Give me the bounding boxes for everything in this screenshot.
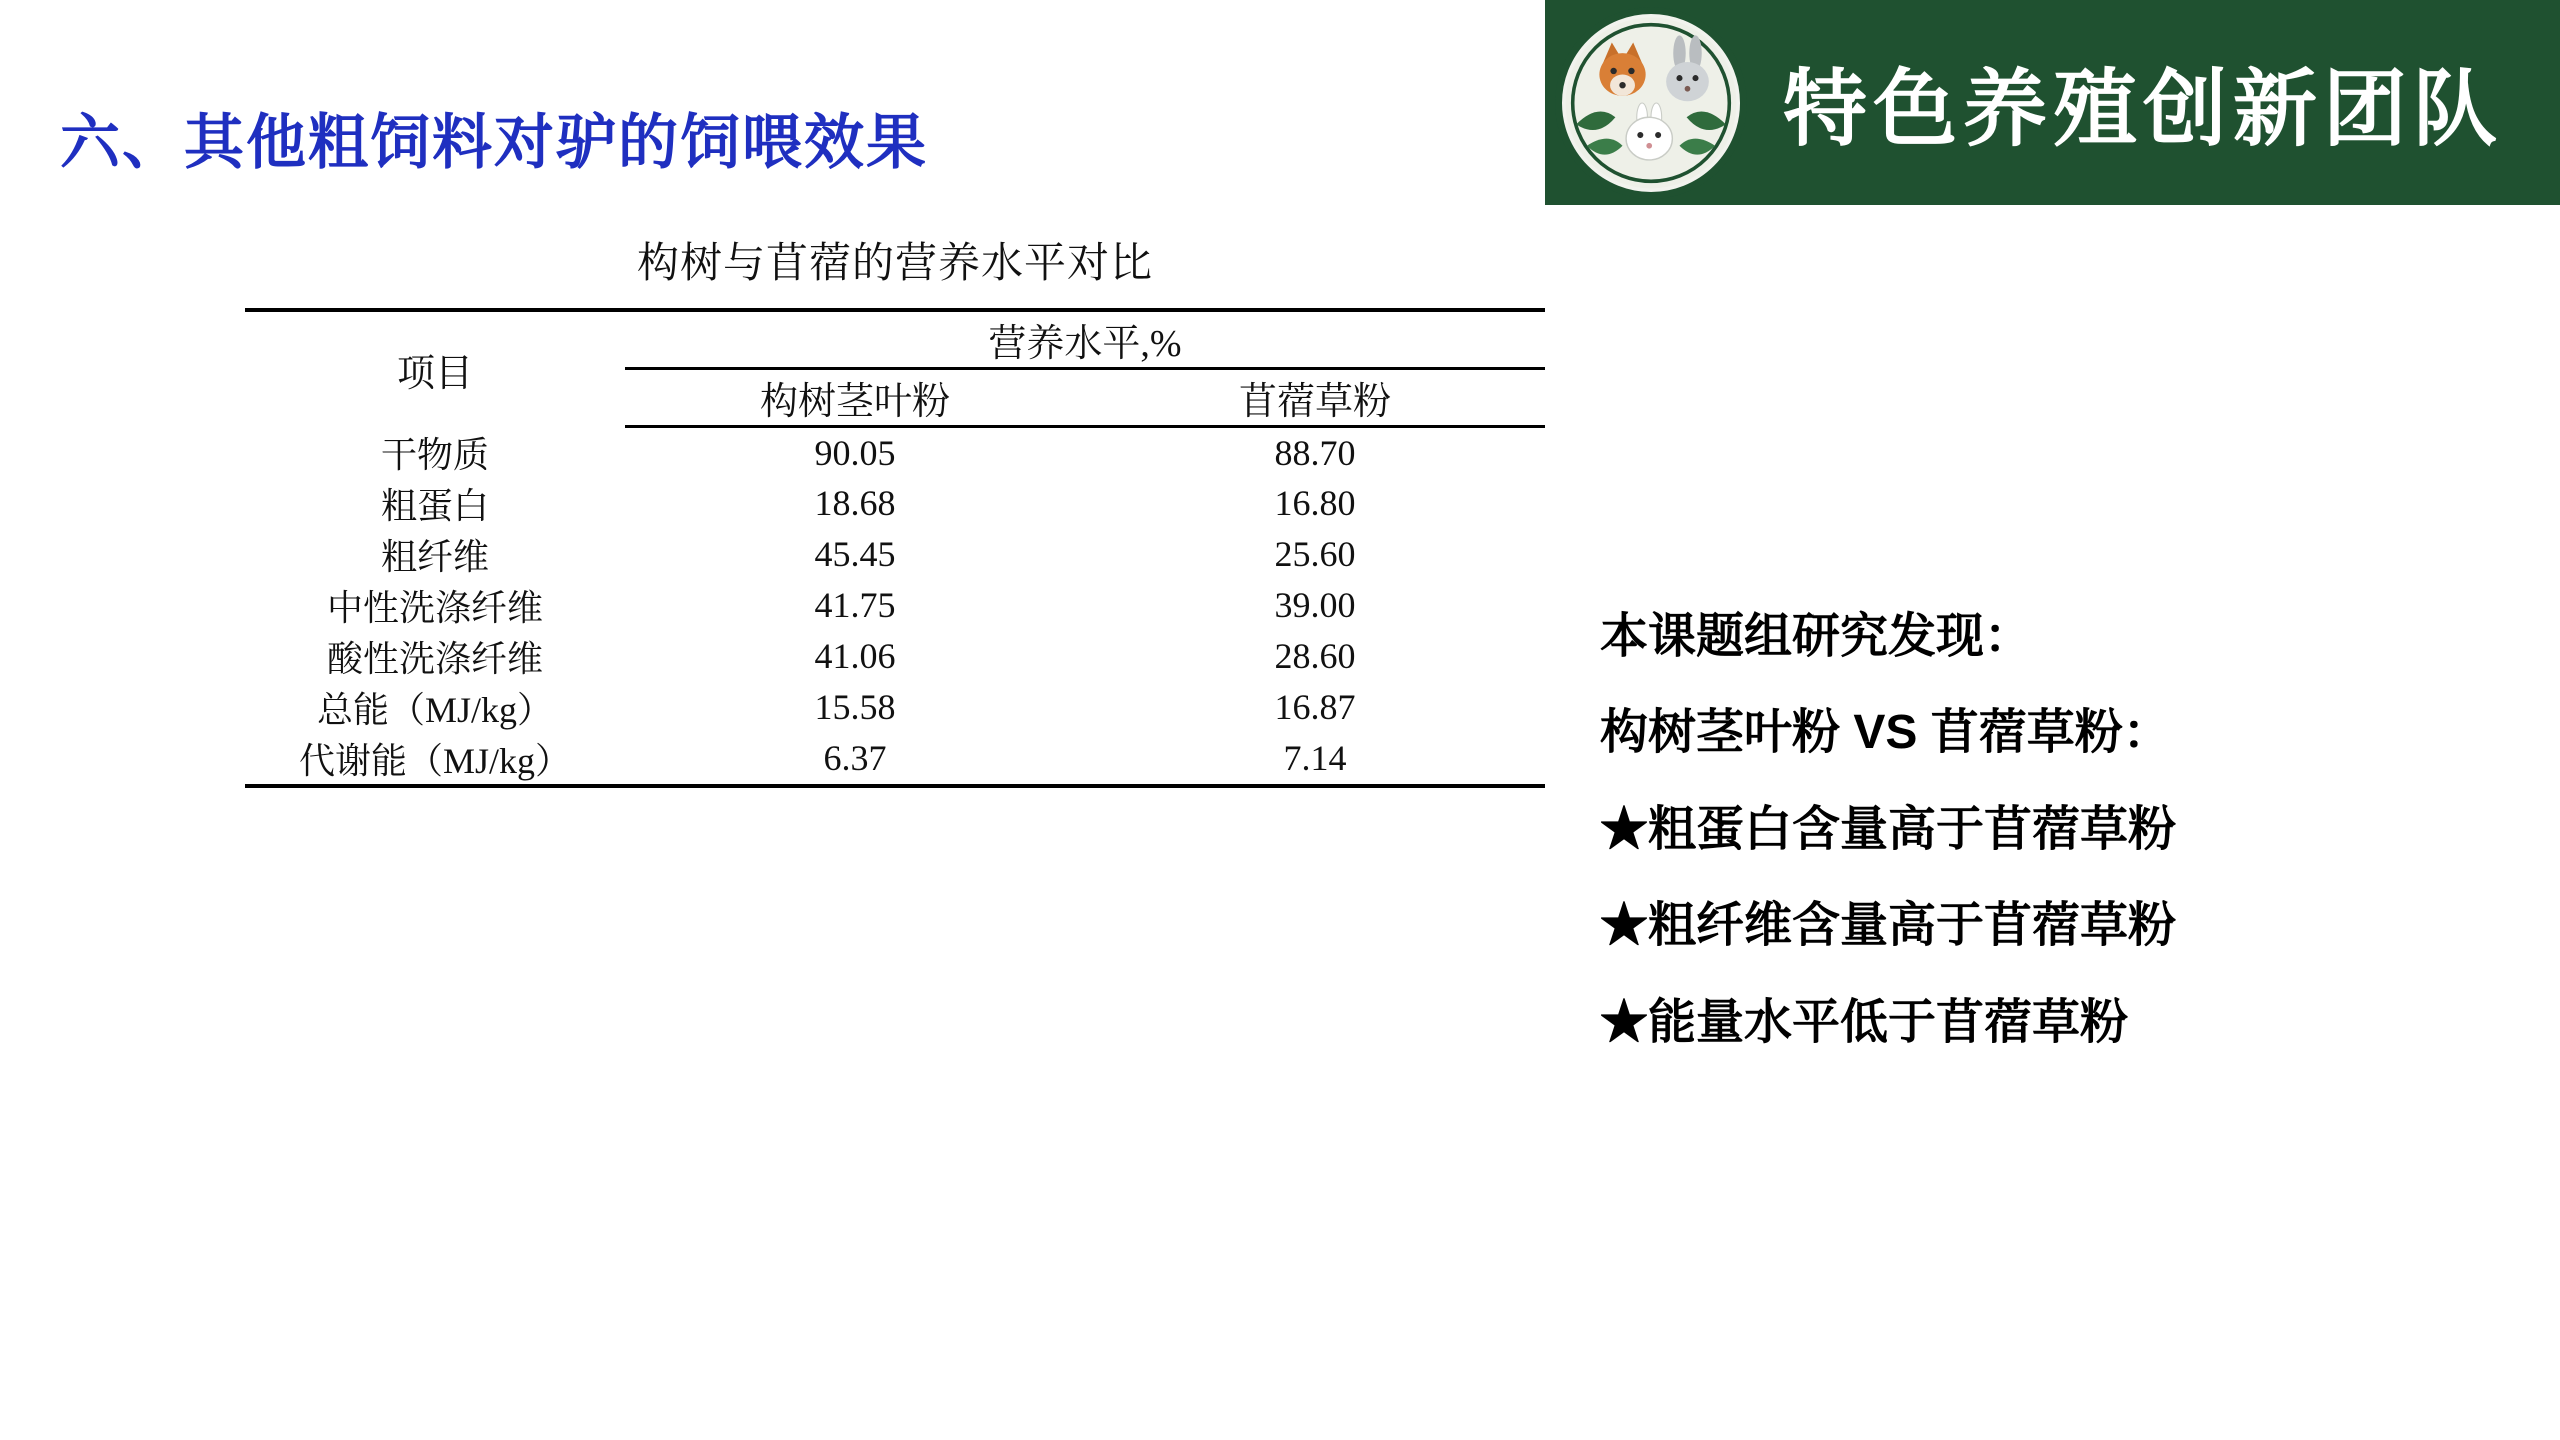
table-row xyxy=(245,682,1545,733)
header-banner xyxy=(1545,0,2560,205)
table-row xyxy=(245,580,1545,631)
row-value-1: 90.05 xyxy=(814,432,896,473)
table-header-item: 项目 xyxy=(245,310,625,427)
table-caption: 构树与苜蓿的营养水平对比 xyxy=(636,241,1153,287)
animals-circle-logo-icon xyxy=(1555,7,1747,199)
table-row xyxy=(245,478,1545,529)
row-value-2: 28.60 xyxy=(1274,636,1356,676)
row-value-1: 41.75 xyxy=(814,585,896,625)
row-value-2: 7.14 xyxy=(1085,733,1545,786)
note-line: 构树茎叶粉 VS 苜蓿草粉： xyxy=(1600,706,2171,760)
note-line: ★粗纤维含量高于苜蓿草粉 xyxy=(1600,899,2177,953)
row-value-1: 6.37 xyxy=(625,733,1085,786)
row-label: 干物质 xyxy=(380,434,489,475)
row-label: 代谢能（MJ/kg） xyxy=(245,733,625,786)
row-label: 中性洗涤纤维 xyxy=(326,587,543,628)
row-value-1: 15.58 xyxy=(814,687,896,727)
table-row xyxy=(245,631,1545,682)
row-value-1: 41.06 xyxy=(814,636,896,676)
table-header-group: 营养水平,% xyxy=(625,310,1545,367)
table-row xyxy=(245,733,1545,786)
row-value-1: 18.68 xyxy=(814,483,896,523)
row-label: 粗蛋白 xyxy=(380,485,489,526)
note-line: 本课题组研究发现： xyxy=(1600,610,2033,663)
row-label: 粗纤维 xyxy=(380,536,489,577)
note-line: ★粗蛋白含量高于苜蓿草粉 xyxy=(1600,802,2177,856)
nutrition-table-block xyxy=(245,230,1545,788)
table-header-col-2: 苜蓿草粉 xyxy=(1085,370,1545,427)
row-label: 总能（MJ/kg） xyxy=(316,689,554,730)
row-value-2: 88.70 xyxy=(1274,432,1356,473)
table-header-group-row xyxy=(245,310,1545,367)
note-line: ★能量水平低于苜蓿草粉 xyxy=(1600,995,2129,1049)
banner-title: 特色养殖创新团队 xyxy=(1783,64,2504,157)
findings-notes xyxy=(1600,600,2530,1082)
table-row xyxy=(245,529,1545,580)
row-value-2: 39.00 xyxy=(1274,585,1356,625)
row-value-1: 45.45 xyxy=(814,534,896,574)
table-header-col-1: 构树茎叶粉 xyxy=(625,370,1085,427)
page-title: 六、其他粗饲料对驴的饲喂效果 xyxy=(60,109,928,176)
row-value-2: 16.87 xyxy=(1274,687,1356,727)
table-row xyxy=(245,427,1545,478)
row-value-2: 16.80 xyxy=(1274,483,1356,523)
row-value-2: 25.60 xyxy=(1274,534,1356,574)
nutrition-table xyxy=(245,308,1545,788)
row-label: 酸性洗涤纤维 xyxy=(326,638,543,679)
